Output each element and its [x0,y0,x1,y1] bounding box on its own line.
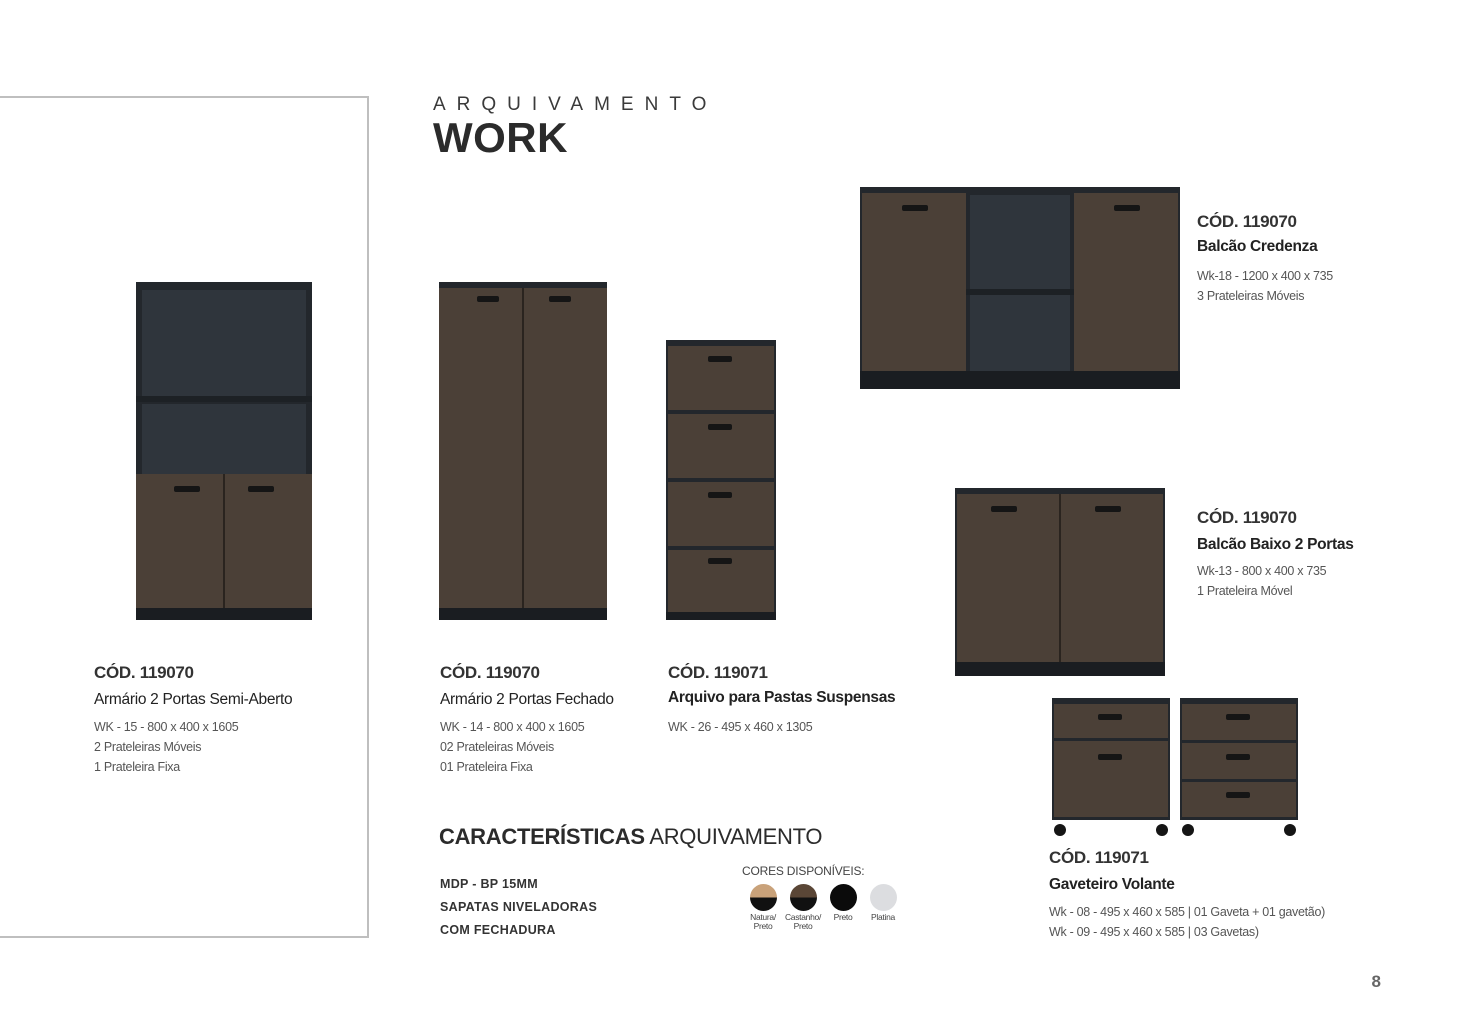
product-name-4: Balcão Credenza [1197,238,1318,255]
product-details-2 [440,717,584,777]
product-code-1: CÓD. 119070 [94,663,194,682]
features-title [439,824,822,850]
product-detail-line: 01 Prateleira Fixa [440,760,533,774]
color-label: Platina [871,912,895,922]
product-code-5: CÓD. 119070 [1197,508,1297,527]
product-detail-line: Wk-18 - 1200 x 400 x 735 [1197,269,1333,283]
product-name-5: Balcão Baixo 2 Portas [1197,536,1354,553]
product-detail-line: Wk - 08 - 495 x 460 x 585 | 01 Gaveta + 01 gavetão) [1049,905,1325,919]
product-image-armario-fechado [439,282,607,620]
product-detail-line: 02 Prateleiras Móveis [440,740,554,754]
product-image-balcao-credenza [860,187,1180,389]
product-detail-line: WK - 14 - 800 x 400 x 1605 [440,720,585,734]
product-detail-line: 2 Prateleiras Móveis [94,740,202,754]
product-detail-line: 1 Prateleira Fixa [94,760,180,774]
section-kicker: ARQUIVAMENTO [433,94,718,115]
features-list [440,873,597,942]
product-detail-line: 1 Prateleira Móvel [1197,584,1293,598]
page-number: 8 [1371,972,1381,991]
color-label: Natura/ Preto [750,912,776,931]
color-dot [830,884,857,911]
product-name-2: Armário 2 Portas Fechado [440,691,614,708]
product-image-armario-semi-aberto [136,282,312,620]
product-code-2: CÓD. 119070 [440,663,540,682]
product-details-6 [1049,902,1325,942]
product-image-balcao-baixo [955,488,1165,676]
product-code-3: CÓD. 119071 [668,663,768,682]
product-code-6: CÓD. 119071 [1049,848,1149,867]
page-title: WORK [433,114,568,161]
product-detail-line: Wk - 09 - 495 x 460 x 585 | 03 Gavetas) [1049,925,1259,939]
color-label: Preto [833,912,853,922]
product-details-3 [668,717,812,737]
color-swatch [784,884,822,931]
product-image-arquivo-pastas [666,340,776,620]
product-detail-line: WK - 26 - 495 x 460 x 1305 [668,720,813,734]
color-dot [870,884,897,911]
product-name-1: Armário 2 Portas Semi-Aberto [94,691,293,708]
color-label: Castanho/ Preto [784,912,822,931]
feature-item: COM FECHADURA [440,923,556,937]
product-detail-line: WK - 15 - 800 x 400 x 1605 [94,720,239,734]
feature-item: SAPATAS NIVELADORAS [440,900,598,914]
color-swatch [828,884,858,931]
features-title-bold: CARACTERÍSTICAS [439,824,645,849]
color-dot [750,884,777,911]
color-swatches [748,884,898,931]
color-swatch [748,884,778,931]
product-image-gaveteiro-volante [1052,698,1302,838]
color-swatch [868,884,898,931]
product-details-1 [94,717,238,777]
feature-item: MDP - BP 15MM [440,877,538,891]
colors-title: CORES DISPONÍVEIS: [742,864,865,878]
product-details-5 [1197,561,1326,601]
product-name-3: Arquivo para Pastas Suspensas [668,689,896,706]
product-detail-line: Wk-13 - 800 x 400 x 735 [1197,564,1327,578]
features-title-rest: ARQUIVAMENTO [644,824,823,849]
product-details-4 [1197,266,1333,306]
product-detail-line: 3 Prateleiras Móveis [1197,289,1305,303]
color-dot [790,884,817,911]
product-code-4: CÓD. 119070 [1197,212,1297,231]
product-name-6: Gaveteiro Volante [1049,876,1175,893]
